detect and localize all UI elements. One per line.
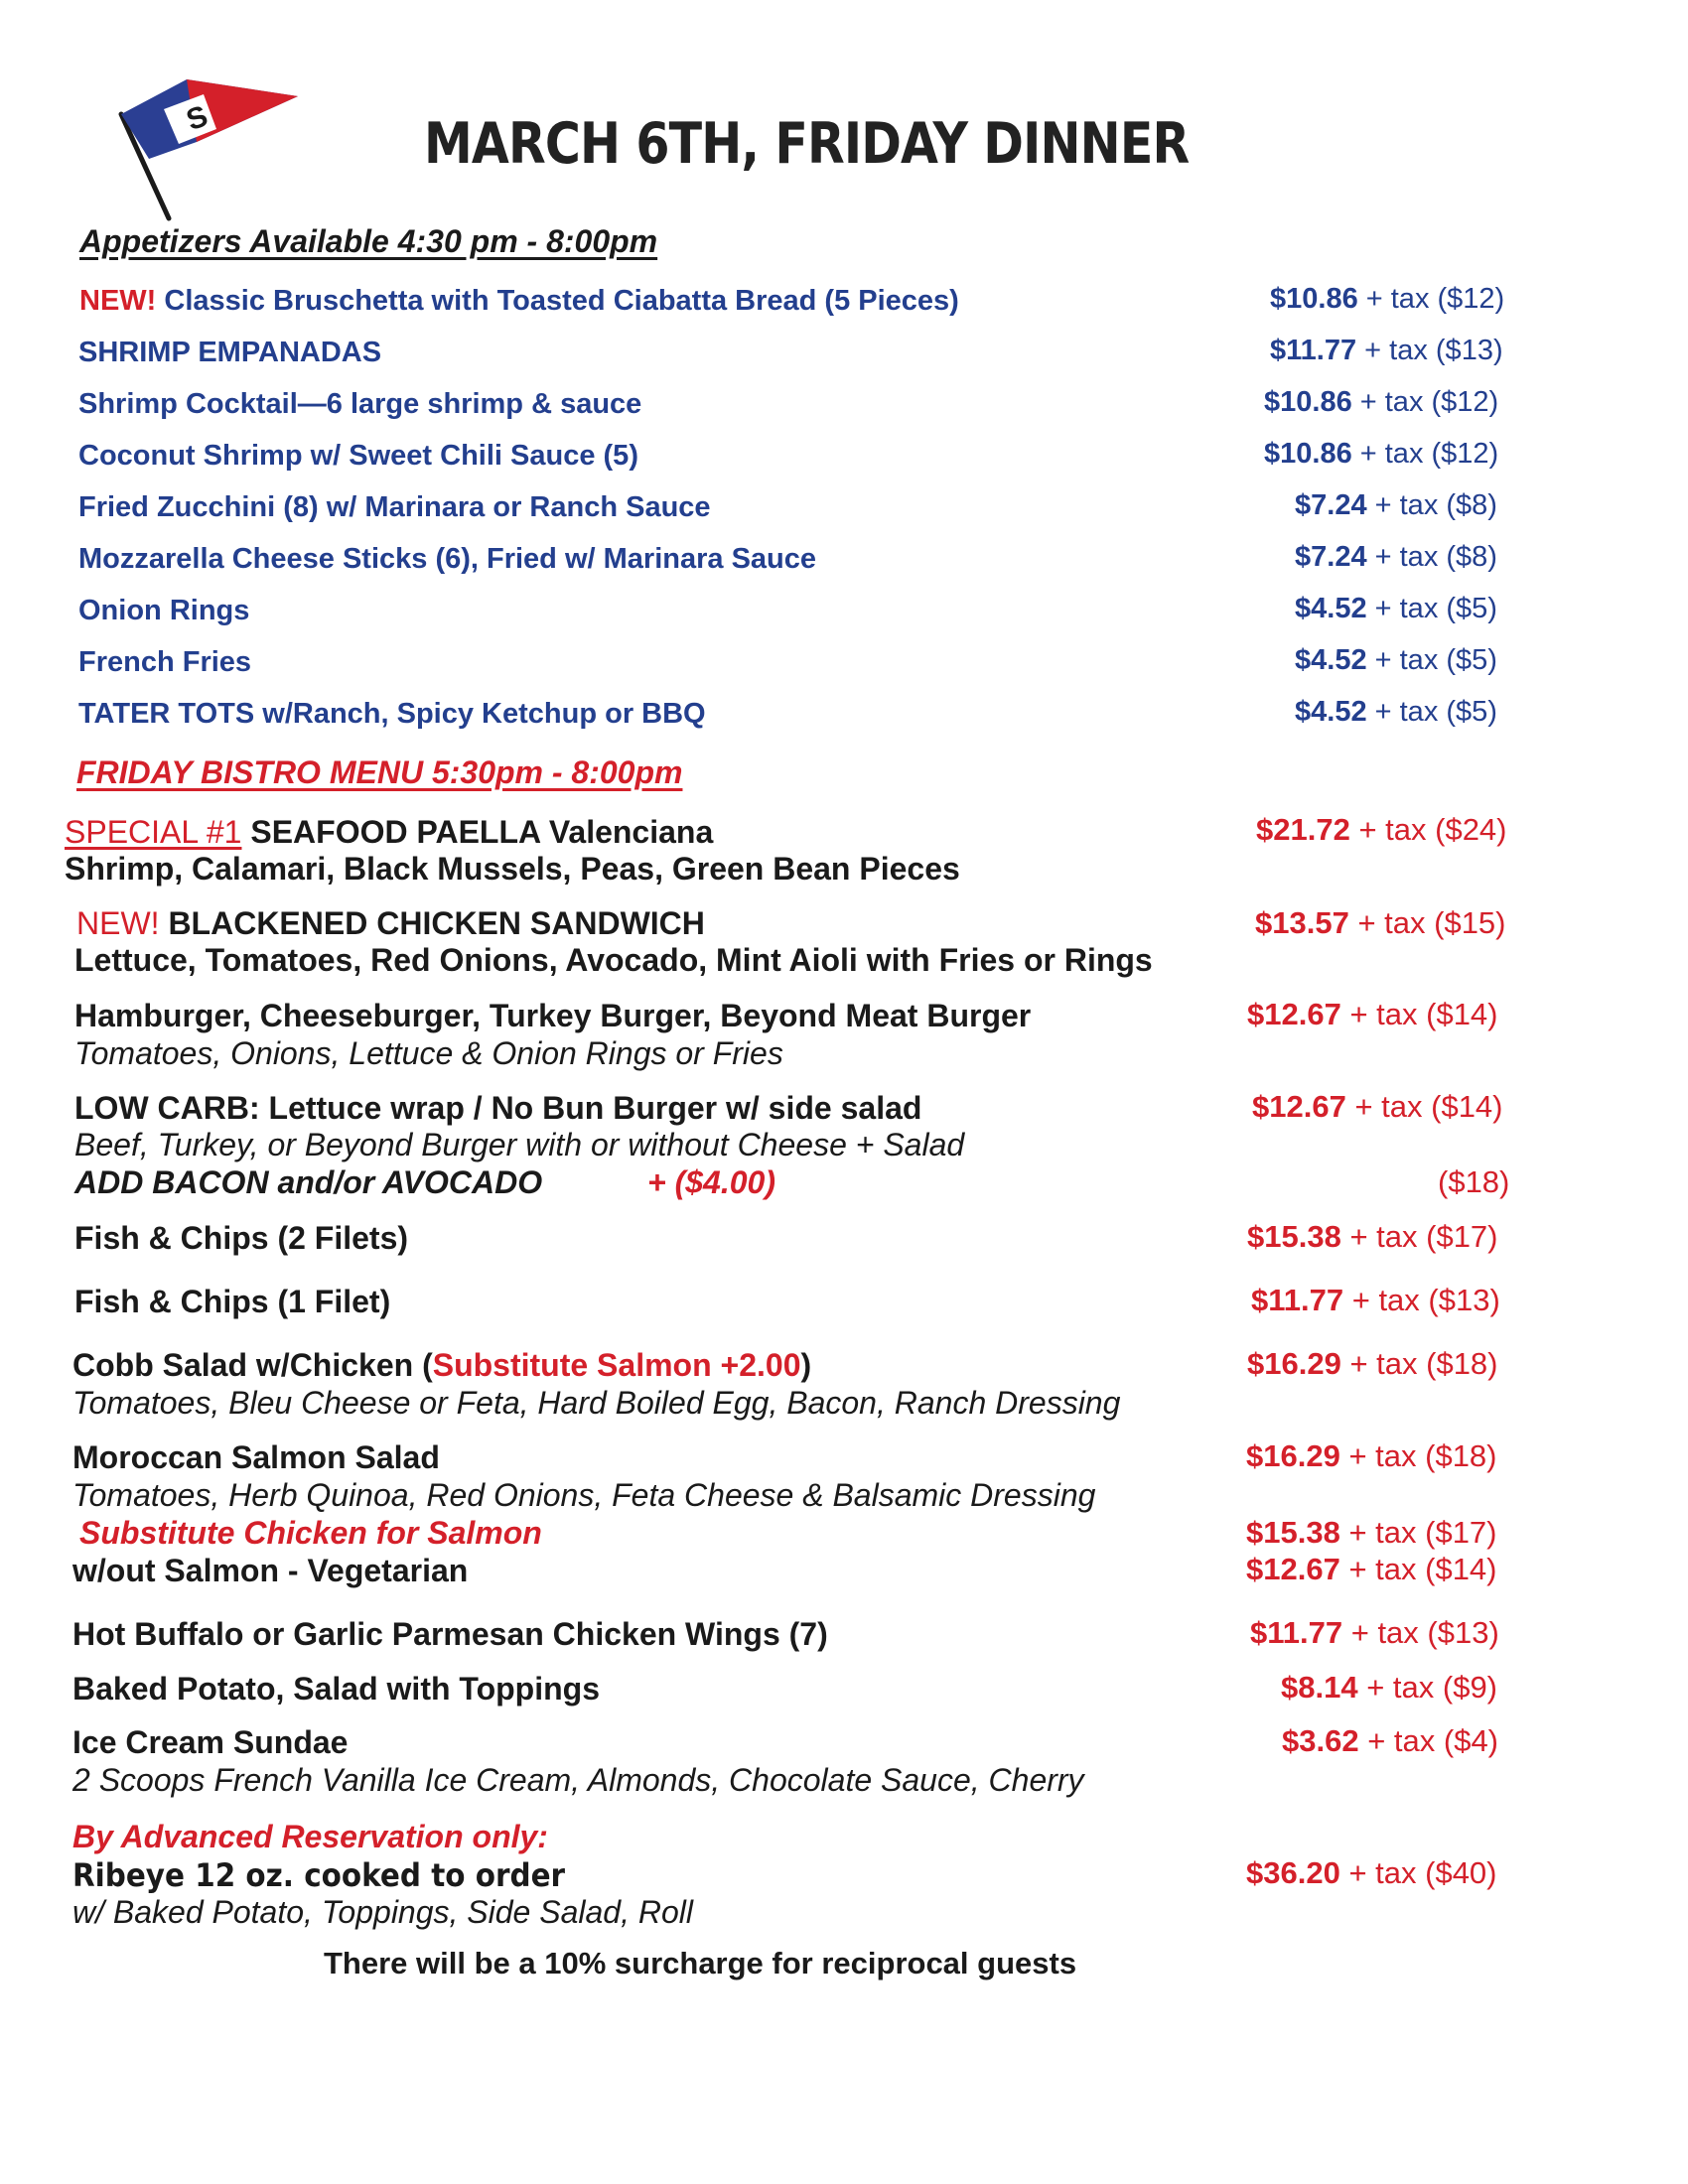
- appetizer-price: $4.52 + tax ($5): [1295, 696, 1497, 728]
- wings-price: $11.77 + tax ($13): [1250, 1615, 1499, 1650]
- appetizer-price: $10.86 + tax ($12): [1264, 438, 1499, 470]
- chicken-sandwich-price: $13.57 + tax ($15): [1255, 905, 1506, 940]
- appetizer-name: TATER TOTS w/Ranch, Spicy Ketchup or BBQ: [78, 698, 706, 730]
- logo-letter: S: [182, 99, 212, 138]
- special-1-price: $21.72 + tax ($24): [1256, 812, 1507, 847]
- low-carb-title: LOW CARB: Lettuce wrap / No Bun Burger w/ side salad: [74, 1090, 922, 1126]
- surcharge-note: There will be a 10% surcharge for reciprocal guests: [324, 1946, 1077, 1980]
- ribeye-desc: w/ Baked Potato, Toppings, Side Salad, Roll: [72, 1894, 693, 1930]
- appetizer-price: $7.24 + tax ($8): [1295, 489, 1497, 521]
- wings-title: Hot Buffalo or Garlic Parmesan Chicken Wings (7): [72, 1616, 828, 1652]
- appetizer-price: $4.52 + tax ($5): [1295, 644, 1497, 676]
- appetizer-item: [78, 595, 249, 627]
- moroccan-veg-price: $12.67 + tax ($14): [1246, 1552, 1497, 1586]
- cobb-title: Cobb Salad w/Chicken (Substitute Salmon +2.00): [72, 1347, 812, 1383]
- appetizer-name: Onion Rings: [78, 595, 250, 626]
- cobb-desc: Tomatoes, Bleu Cheese or Feta, Hard Boiled Egg, Bacon, Ranch Dressing: [72, 1385, 1121, 1421]
- potato-price: $8.14 + tax ($9): [1281, 1670, 1498, 1705]
- fish-2-title: Fish & Chips (2 Filets): [74, 1220, 409, 1256]
- appetizer-item: [78, 491, 711, 524]
- appetizer-item: [78, 337, 381, 369]
- sundae-title: Ice Cream Sundae: [72, 1724, 349, 1760]
- appetizer-tag: NEW!: [79, 285, 157, 317]
- appetizer-price: $4.52 + tax ($5): [1295, 593, 1497, 624]
- sundae-desc: 2 Scoops French Vanilla Ice Cream, Almonds, Chocolate Sauce, Cherry: [72, 1762, 1084, 1798]
- moroccan-title: Moroccan Salmon Salad: [72, 1439, 440, 1475]
- sundae-price: $3.62 + tax ($4): [1282, 1723, 1499, 1758]
- special-1-name: SEAFOOD PAELLA Valenciana: [241, 814, 714, 850]
- appetizer-price: $10.86 + tax ($12): [1264, 386, 1499, 418]
- burger-title: Hamburger, Cheeseburger, Turkey Burger, Beyond Meat Burger: [74, 998, 1032, 1033]
- appetizer-name: Classic Bruschetta with Toasted Ciabatta Bread (5 Pieces): [156, 285, 959, 317]
- ribeye-price: $36.20 + tax ($40): [1246, 1855, 1497, 1890]
- special-1-tag: SPECIAL #1: [65, 814, 242, 850]
- chicken-sandwich-title: [76, 905, 705, 942]
- appetizer-name: Coconut Shrimp w/ Sweet Chili Sauce (5): [78, 440, 638, 472]
- page-title: MARCH 6TH, FRIDAY DINNER: [424, 111, 1190, 177]
- addon-price: + ($4.00): [647, 1164, 775, 1200]
- appetizer-price: $10.86 + tax ($12): [1270, 283, 1505, 315]
- chicken-sandwich-desc: Lettuce, Tomatoes, Red Onions, Avocado, Mint Aioli with Fries or Rings: [74, 942, 1153, 978]
- fish-2-price: $15.38 + tax ($17): [1247, 1219, 1498, 1254]
- special-1-title: [65, 814, 713, 851]
- appetizer-price: $11.77 + tax ($13): [1270, 335, 1503, 366]
- cobb-price: $16.29 + tax ($18): [1247, 1346, 1498, 1381]
- moroccan-price: $16.29 + tax ($18): [1246, 1438, 1497, 1473]
- appetizer-name: SHRIMP EMPANADAS: [78, 337, 382, 368]
- chicken-sandwich-name: BLACKENED CHICKEN SANDWICH: [159, 905, 705, 941]
- burger-desc: Tomatoes, Onions, Lettuce & Onion Rings or Fries: [74, 1035, 783, 1071]
- appetizer-name: Fried Zucchini (8) w/ Marinara or Ranch Sauce: [78, 491, 711, 523]
- chicken-sandwich-tag: NEW!: [76, 905, 160, 941]
- low-carb-price: $12.67 + tax ($14): [1252, 1089, 1503, 1124]
- moroccan-substitute-label: Substitute Chicken for Salmon: [79, 1515, 542, 1551]
- appetizer-item: [78, 646, 251, 679]
- appetizer-price: $7.24 + tax ($8): [1295, 541, 1497, 573]
- fish-1-title: Fish & Chips (1 Filet): [74, 1284, 391, 1319]
- appetizer-item: [78, 440, 638, 473]
- burger-price: $12.67 + tax ($14): [1247, 997, 1498, 1031]
- moroccan-substitute-price: $15.38 + tax ($17): [1246, 1515, 1497, 1550]
- appetizer-item: [79, 285, 959, 318]
- potato-title: Baked Potato, Salad with Toppings: [72, 1671, 600, 1706]
- appetizers-heading: Appetizers Available 4:30 pm - 8:00pm: [79, 223, 658, 259]
- appetizer-item: [78, 388, 641, 421]
- appetizer-item: [78, 698, 706, 731]
- ribeye-title: Ribeye 12 oz. cooked to order: [72, 1856, 566, 1894]
- addon-total: ($18): [1438, 1164, 1510, 1199]
- appetizer-name: Shrimp Cocktail—6 large shrimp & sauce: [78, 388, 642, 420]
- burgee-flag-icon: [109, 74, 308, 223]
- special-1-desc: Shrimp, Calamari, Black Mussels, Peas, Green Bean Pieces: [65, 851, 960, 887]
- bistro-heading: FRIDAY BISTRO MENU 5:30pm - 8:00pm: [76, 754, 683, 790]
- appetizer-name: French Fries: [78, 646, 252, 678]
- moroccan-veg-label: w/out Salmon - Vegetarian: [72, 1553, 469, 1588]
- cobb-substitute: Substitute Salmon +2.00: [432, 1347, 801, 1383]
- appetizer-name: Mozzarella Cheese Sticks (6), Fried w/ Marinara Sauce: [78, 543, 817, 575]
- low-carb-desc: Beef, Turkey, or Beyond Burger with or without Cheese + Salad: [74, 1127, 965, 1162]
- reservation-label: By Advanced Reservation only:: [72, 1819, 548, 1854]
- addon-label: ADD BACON and/or AVOCADO: [74, 1164, 543, 1200]
- fish-1-price: $11.77 + tax ($13): [1251, 1283, 1500, 1317]
- appetizer-item: [78, 543, 816, 576]
- moroccan-desc: Tomatoes, Herb Quinoa, Red Onions, Feta Cheese & Balsamic Dressing: [72, 1477, 1096, 1513]
